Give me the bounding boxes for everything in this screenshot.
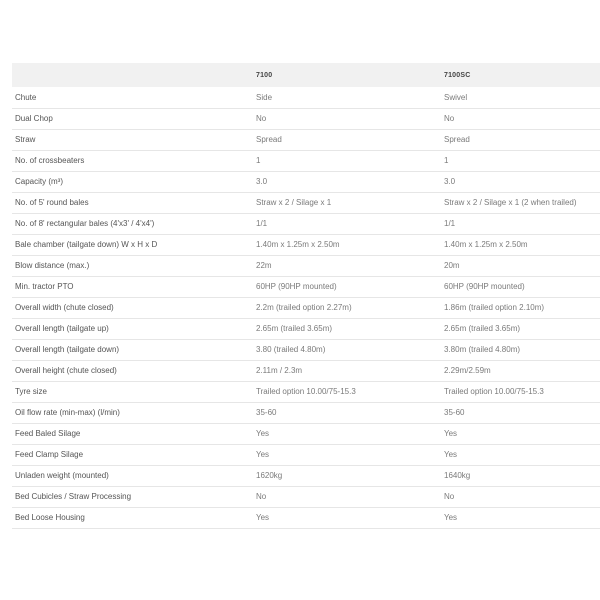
- spec-label: Bale chamber (tailgate down) W x H x D: [15, 240, 158, 249]
- spec-label: Straw: [15, 135, 36, 144]
- table-row: [12, 318, 600, 339]
- spec-value-7100: Yes: [256, 429, 270, 438]
- spec-value-7100sc: Swivel: [444, 92, 468, 102]
- table-row: [12, 486, 600, 507]
- spec-value-7100sc: No: [444, 114, 455, 123]
- spec-value-7100: 2.11m / 2.3m: [256, 366, 303, 375]
- spec-value-7100sc: 3.0: [444, 177, 456, 186]
- header-model-7100sc: 7100SC: [444, 71, 471, 79]
- spec-label: Unladen weight (mounted): [15, 471, 109, 480]
- spec-value-7100: 1: [256, 156, 261, 165]
- spec-value-7100: Yes: [256, 513, 270, 522]
- table-row: [12, 402, 600, 423]
- header-label-column: [12, 63, 253, 87]
- spec-value-7100: 60HP (90HP mounted): [256, 282, 337, 291]
- spec-label: Min. tractor PTO: [15, 282, 74, 291]
- spec-value-7100sc: 2.65m (trailed 3.65m): [444, 324, 521, 333]
- table-row: [12, 108, 600, 129]
- table-row: [12, 87, 600, 108]
- spec-value-7100: 1620kg: [256, 471, 283, 480]
- spec-value-7100sc: 35-60: [444, 408, 465, 417]
- spec-value-7100: Yes: [256, 450, 270, 459]
- table-row: [12, 381, 600, 402]
- spec-value-7100: 1/1: [256, 219, 268, 228]
- spec-value-7100sc: Yes: [444, 513, 458, 522]
- spec-value-7100sc: Yes: [444, 450, 458, 459]
- header-model-7100: 7100: [256, 71, 273, 79]
- table-header: [12, 63, 600, 87]
- spec-table: [12, 63, 600, 529]
- spec-label: Capacity (m³): [15, 177, 64, 186]
- spec-value-7100sc: 1.86m (trailed option 2.10m): [444, 303, 545, 312]
- spec-value-7100: Straw x 2 / Silage x 1: [256, 198, 332, 207]
- spec-value-7100: 3.80 (trailed 4.80m): [256, 345, 326, 354]
- spec-value-7100: 22m: [256, 261, 272, 270]
- spec-value-7100sc: Yes: [444, 429, 458, 438]
- spec-value-7100sc: 60HP (90HP mounted): [444, 282, 525, 291]
- spec-value-7100sc: No: [444, 492, 455, 501]
- spec-value-7100: Trailed option 10.00/75-15.3: [256, 387, 356, 396]
- spec-value-7100: 2.65m (trailed 3.65m): [256, 324, 333, 333]
- spec-value-7100: No: [256, 114, 267, 123]
- spec-label: Oil flow rate (min-max) (l/min): [15, 408, 120, 417]
- spec-label: Bed Loose Housing: [15, 513, 85, 522]
- table-row: [12, 297, 600, 318]
- spec-label: Feed Clamp Silage: [15, 450, 84, 459]
- table-row: [12, 255, 600, 276]
- spec-value-7100: 1.40m x 1.25m x 2.50m: [256, 240, 340, 249]
- table-row: [12, 339, 600, 360]
- table-row: [12, 276, 600, 297]
- spec-value-7100: No: [256, 492, 267, 501]
- table-row: [12, 129, 600, 150]
- spec-value-7100sc: 1640kg: [444, 471, 471, 480]
- table-row: [12, 150, 600, 171]
- spec-label: Feed Baled Silage: [15, 429, 81, 438]
- table-row: [12, 423, 600, 444]
- spec-label: Blow distance (max.): [15, 261, 90, 270]
- spec-label: No. of 8' rectangular bales (4'x3' / 4'x4'): [15, 219, 155, 228]
- spec-label: Overall length (tailgate up): [15, 324, 109, 333]
- table-row: [12, 444, 600, 465]
- spec-value-7100sc: 20m: [444, 261, 460, 270]
- table-row: [12, 234, 600, 255]
- spec-label: Chute: [15, 92, 37, 102]
- spec-label: Bed Cubicles / Straw Processing: [15, 492, 132, 501]
- spec-value-7100sc: Straw x 2 / Silage x 1 (2 when trailed): [444, 198, 577, 207]
- spec-value-7100: 2.2m (trailed option 2.27m): [256, 303, 352, 312]
- spec-label: No. of crossbeaters: [15, 156, 85, 165]
- spec-value-7100: 3.0: [256, 177, 268, 186]
- table-row: [12, 192, 600, 213]
- spec-label: Tyre size: [15, 387, 48, 396]
- spec-value-7100sc: 1/1: [444, 219, 456, 228]
- spec-value-7100sc: 1.40m x 1.25m x 2.50m: [444, 240, 528, 249]
- spec-value-7100sc: Spread: [444, 135, 470, 144]
- spec-value-7100: 35-60: [256, 408, 277, 417]
- spec-value-7100sc: 3.80m (trailed 4.80m): [444, 345, 521, 354]
- table-row: [12, 360, 600, 381]
- spec-label: No. of 5' round bales: [15, 198, 89, 207]
- spec-value-7100: Side: [256, 92, 273, 102]
- spec-label: Overall length (tailgate down): [15, 345, 120, 354]
- table-body: [12, 87, 600, 528]
- table-row: [12, 213, 600, 234]
- spec-label: Overall height (chute closed): [15, 366, 117, 375]
- table-row: [12, 171, 600, 192]
- spec-value-7100sc: 2.29m/2.59m: [444, 366, 491, 375]
- spec-label: Dual Chop: [15, 114, 53, 123]
- spec-value-7100sc: 1: [444, 156, 449, 165]
- spec-value-7100: Spread: [256, 135, 282, 144]
- spec-label: Overall width (chute closed): [15, 303, 114, 312]
- table-row: [12, 465, 600, 486]
- table-row: [12, 507, 600, 528]
- spec-value-7100sc: Trailed option 10.00/75-15.3: [444, 387, 544, 396]
- header-row: [12, 63, 600, 87]
